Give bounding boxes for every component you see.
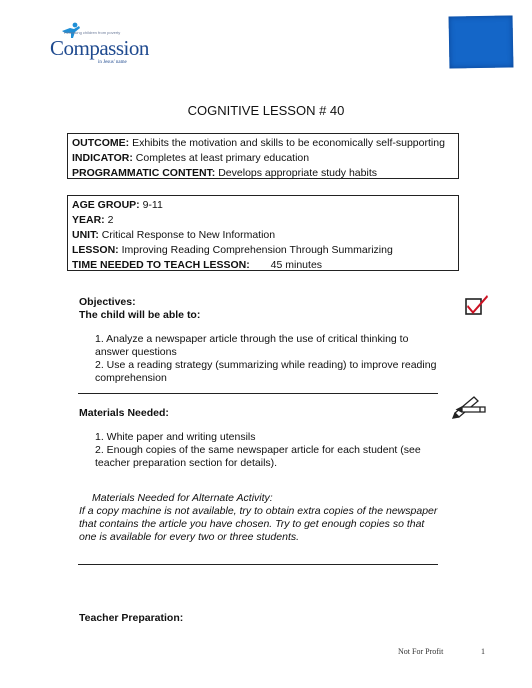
checkbox-check-icon — [464, 293, 490, 317]
materials-item-2 — [95, 444, 421, 470]
objective-item-1-line1: 1. Analyze a newspaper article through the use of critical thinking to — [95, 333, 409, 345]
lesson-value: Improving Reading Comprehension Through Summarizing — [121, 244, 393, 256]
year-value: 2 — [107, 214, 114, 226]
alternate-line-3: one is available for every two or three students. — [79, 531, 300, 543]
year-row — [72, 213, 454, 228]
footer-not-for-profit: Not For Profit — [398, 647, 444, 656]
alternate-text — [79, 505, 437, 544]
materials-item-2-line1: 2. Enough copies of the same newspaper article for each student (see — [95, 444, 421, 456]
outcome-box — [67, 133, 459, 179]
objective-item-2 — [95, 359, 436, 385]
logo-brand: Compassion — [50, 36, 149, 60]
indicator-label: INDICATOR: — [72, 152, 133, 164]
objectives-heading: Objectives: — [79, 296, 136, 308]
time-label: TIME NEEDED TO TEACH LESSON: — [72, 259, 250, 271]
time-row — [72, 258, 454, 273]
indicator-row — [72, 151, 454, 166]
logo-tagline-bottom: in Jesus' name — [98, 60, 127, 65]
year-label: YEAR: — [72, 214, 105, 226]
indicator-value: Completes at least primary education — [135, 152, 310, 164]
lesson-info-box — [67, 195, 459, 271]
unit-row — [72, 228, 454, 243]
age-value: 9-11 — [142, 199, 163, 211]
age-label: AGE GROUP: — [72, 199, 140, 211]
page-title: COGNITIVE LESSON # 40 — [187, 103, 345, 118]
alternate-heading: Materials Needed for Alternate Activity: — [92, 492, 273, 504]
outcome-label: OUTCOME: — [72, 137, 130, 149]
blue-corner-stamp — [449, 15, 514, 68]
lesson-row — [72, 243, 454, 258]
divider-1 — [78, 393, 438, 394]
unit-label: UNIT: — [72, 229, 99, 241]
divider-2 — [78, 564, 438, 565]
page-number: 1 — [481, 647, 485, 656]
content-row — [72, 166, 454, 181]
content-value: Develops appropriate study habits — [218, 167, 377, 179]
materials-heading: Materials Needed: — [79, 407, 169, 419]
lesson-label: LESSON: — [72, 244, 119, 256]
alternate-line-1: If a copy machine is not available, try to obtain extra copies of the newspaper — [79, 505, 438, 517]
time-value: 45 minutes — [270, 259, 323, 271]
objectives-subheading: The child will be able to: — [79, 309, 201, 321]
content-label: PROGRAMMATIC CONTENT: — [72, 167, 216, 179]
outcome-value: Exhibits the motivation and skills to be economically self-supporting — [132, 137, 445, 149]
objective-item-2-line2: comprehension — [95, 372, 167, 384]
compassion-logo — [50, 22, 180, 66]
materials-item-2-line2: teacher preparation section for details). — [95, 457, 278, 469]
logo-tagline-top: Releasing children from poverty — [64, 30, 121, 35]
objective-item-2-line1: 2. Use a reading strategy (summarizing while reading) to improve reading — [95, 359, 437, 371]
objective-item-1 — [95, 333, 408, 359]
pencils-icon — [452, 393, 488, 419]
materials-item-1: 1. White paper and writing utensils — [95, 431, 256, 443]
age-row — [72, 198, 454, 213]
alternate-line-2: that contains the article you have chosen. Try to get enough copies so that — [79, 518, 425, 530]
unit-value: Critical Response to New Information — [101, 229, 276, 241]
objective-item-1-line2: answer questions — [95, 346, 177, 358]
outcome-row — [72, 136, 454, 151]
teacher-prep-heading: Teacher Preparation: — [79, 612, 184, 624]
